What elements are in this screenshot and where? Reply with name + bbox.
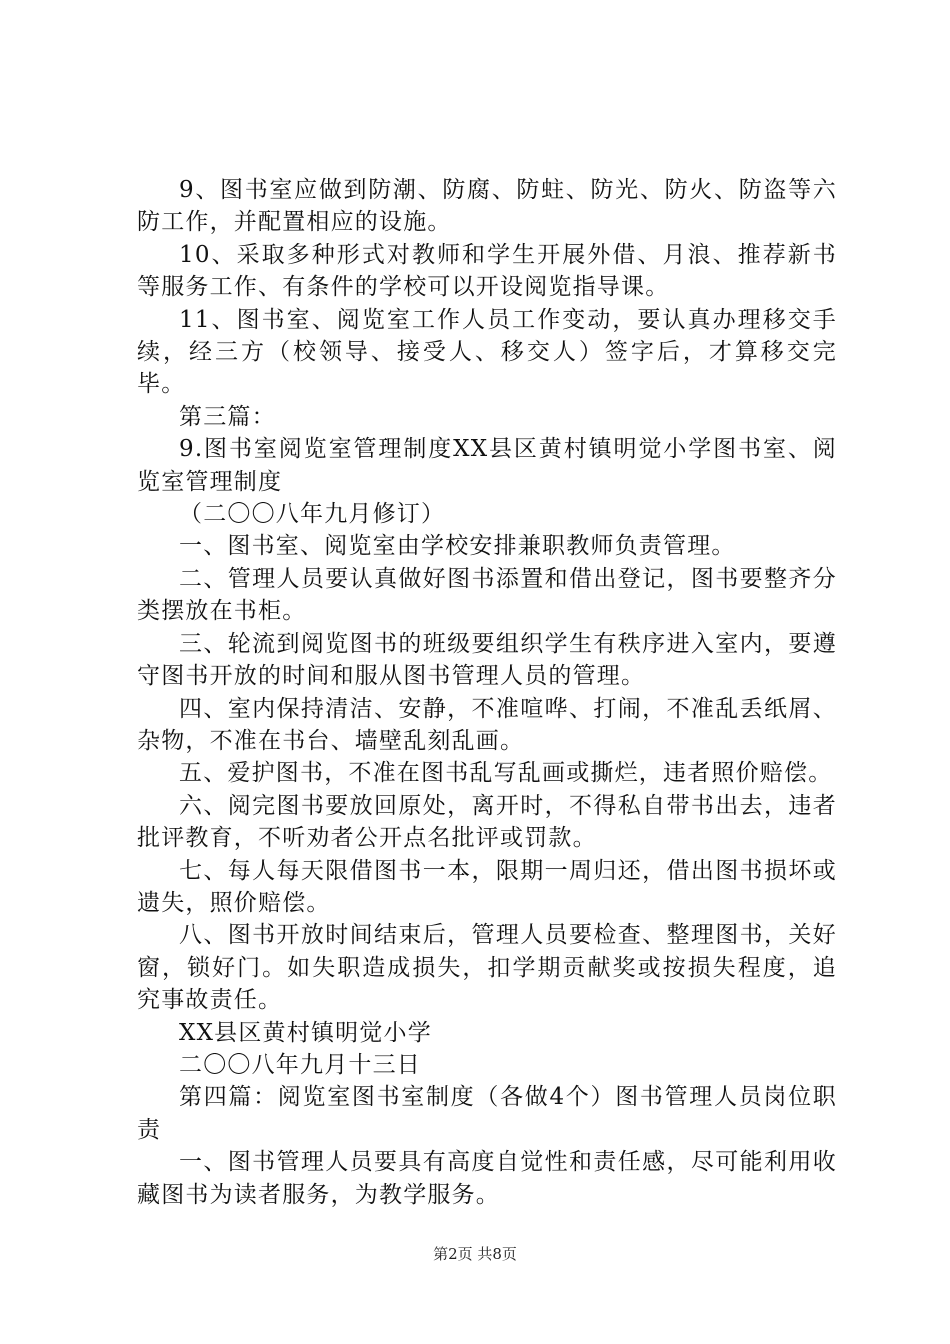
rule-item-8: 八、图书开放时间结束后，管理人员要检查、整理图书，关好窗，锁好门。如失职造成损失，扣学期贡献奖或按损失程度，追究事故责任。: [137, 922, 837, 1014]
signature-date: 二〇〇八年九月十三日: [179, 1051, 421, 1078]
document-title: 9.图书室阅览室管理制度XX县区黄村镇明觉小学图书室、阅览室管理制度: [137, 436, 837, 495]
paragraph-item-9: 9、图书室应做到防潮、防腐、防蛀、防光、防火、防盗等六防工作，并配置相应的设施。: [137, 177, 837, 236]
revision-note: （二〇〇八年九月修订）: [179, 501, 446, 528]
duty-item-1: 一、图书管理人员要具有高度自觉性和责任感，尽可能利用收藏图书为读者服务，为教学服务。: [137, 1149, 837, 1208]
rule-item-5: 五、爱护图书，不准在图书乱写乱画或撕烂，违者照价赔偿。: [179, 760, 833, 787]
rule-item-4: 四、室内保持清洁、安静，不准喧哗、打闹，不准乱丢纸屑、杂物，不准在书台、墙壁乱刻乱画。: [137, 695, 837, 754]
rule-item-7: 七、每人每天限借图书一本，限期一周归还，借出图书损坏或遗失，照价赔偿。: [137, 857, 837, 916]
paragraph-item-10: 10、采取多种形式对教师和学生开展外借、月浪、推荐新书等服务工作、有条件的学校可以开设阅览指导课。: [137, 241, 837, 301]
rule-item-6: 六、阅完图书要放回原处，离开时，不得私自带书出去，违者批评教育，不听劝者公开点名批评或罚款。: [137, 792, 837, 852]
rule-item-1: 一、图书室、阅览室由学校安排兼职教师负责管理。: [179, 533, 736, 560]
section-heading-part-4: 第四篇：阅览室图书室制度（各做4个）图书管理人员岗位职责: [137, 1084, 837, 1143]
document-body: [137, 174, 837, 1211]
section-heading-part-3: 第三篇：: [179, 403, 276, 430]
rule-item-3: 三、轮流到阅览图书的班级要组织学生有秩序进入室内，要遵守图书开放的时间和服从图书管理人员的管理。: [137, 630, 837, 690]
rule-item-2: 二、管理人员要认真做好图书添置和借出登记，图书要整齐分类摆放在书柜。: [137, 565, 837, 625]
signature-school: XX县区黄村镇明觉小学: [179, 1019, 432, 1046]
paragraph-item-11: 11、图书室、阅览室工作人员工作变动，要认真办理移交手续，经三方（校领导、接受人、移交人）签字后，才算移交完毕。: [137, 306, 837, 398]
page-number-footer: 第2页 共8页: [433, 1245, 517, 1263]
